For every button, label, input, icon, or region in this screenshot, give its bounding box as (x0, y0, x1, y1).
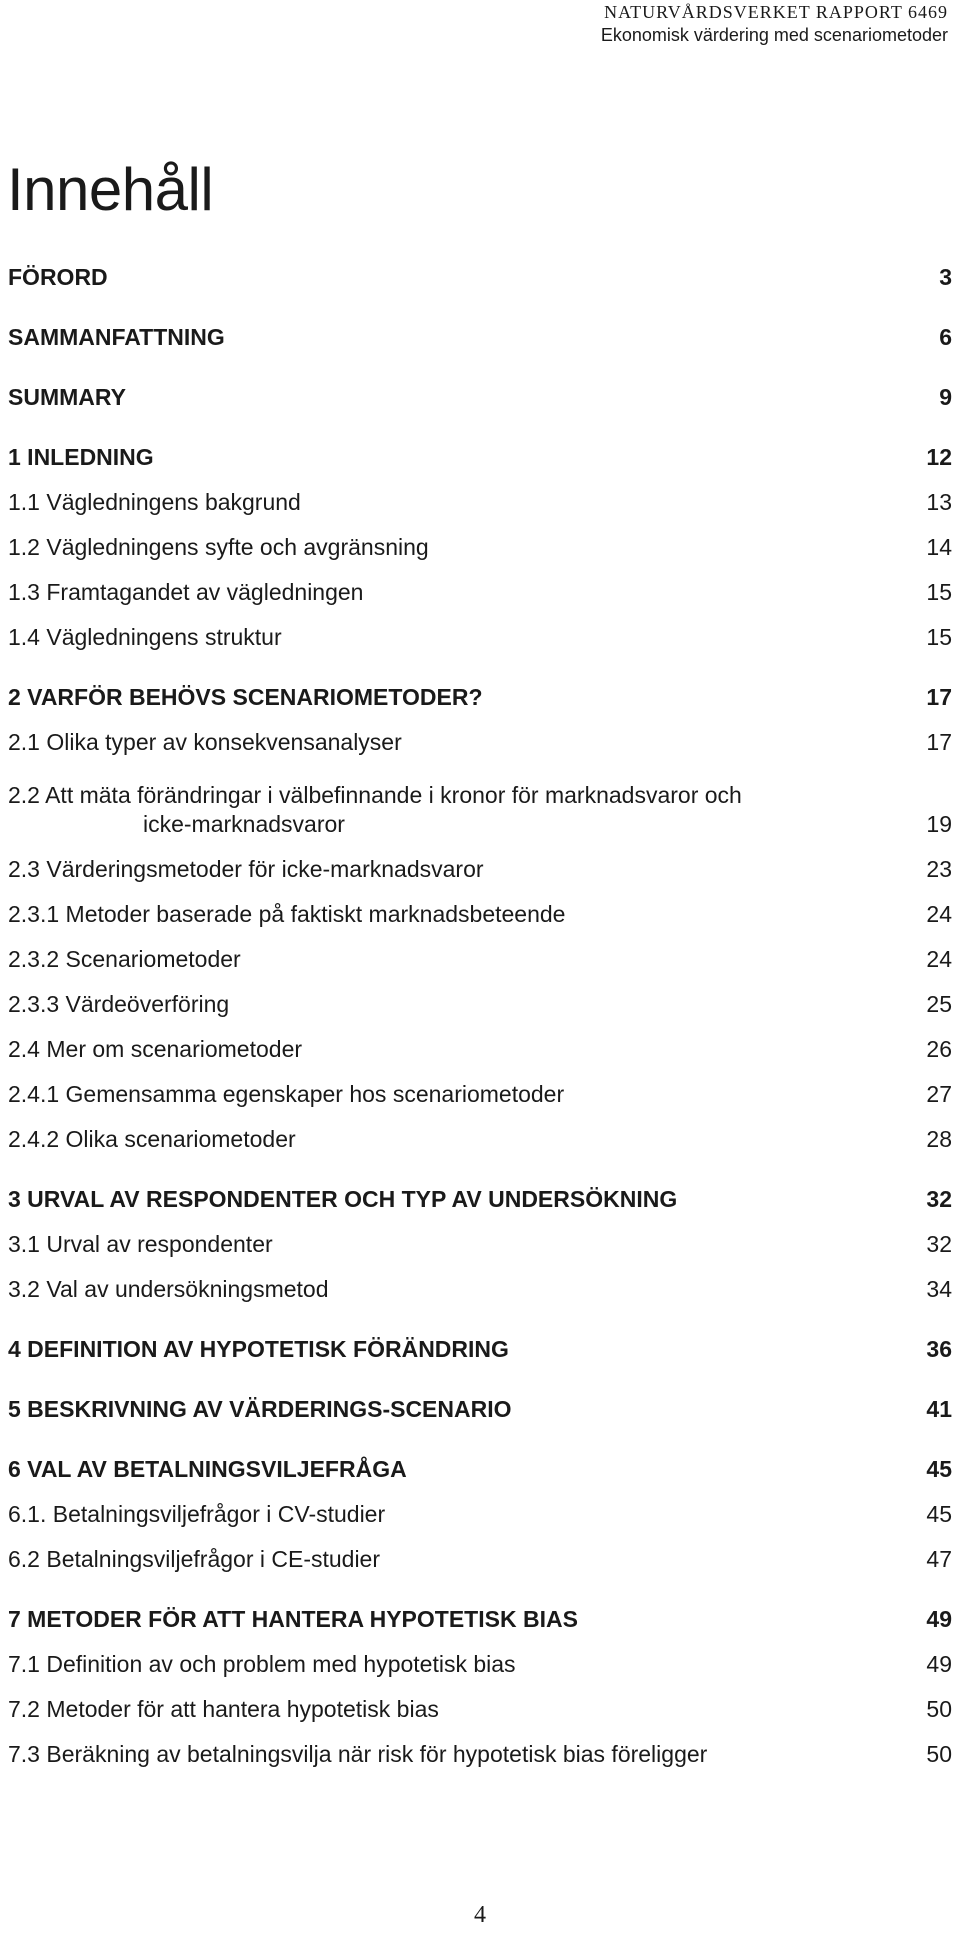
toc-entry-title (8, 323, 912, 352)
toc-entry-title (8, 1230, 912, 1259)
toc-chapter (8, 316, 952, 355)
toc-entry-page: 3 (939, 264, 952, 290)
toc-entry-title (8, 1740, 912, 1769)
toc-chapter-heading[interactable] (8, 1388, 952, 1427)
toc-entry-title-text: 1 INLEDNING (8, 444, 154, 470)
toc-entry[interactable] (8, 1727, 952, 1772)
toc-entry-title-text: 4 DEFINITION AV HYPOTETISK FÖRÄNDRING (8, 1336, 509, 1362)
toc-chapter-heading[interactable] (8, 256, 952, 295)
toc-entry-page: 25 (926, 991, 952, 1017)
toc-entry-title-text: 7.1 Definition av och problem med hypotetisk bias (8, 1651, 516, 1677)
toc-chapter-heading[interactable] (8, 316, 952, 355)
page-title: Innehåll (7, 156, 214, 223)
toc-entry[interactable] (8, 1112, 952, 1157)
toc-chapter-heading[interactable] (8, 1448, 952, 1487)
toc-entry-page: 24 (926, 901, 952, 927)
toc-entry-title-text: 6.1. Betalningsviljefrågor i CV-studier (8, 1501, 386, 1527)
toc-entry-title-text: 2.1 Olika typer av konsekvensanalyser (8, 729, 402, 755)
toc-entry-title-text: 7 METODER FÖR ATT HANTERA HYPOTETISK BIAS (8, 1606, 578, 1632)
toc-entry-title-continuation: icke-marknadsvaror (143, 811, 345, 837)
toc-chapter (8, 1388, 952, 1427)
toc-entry-page: 6 (939, 324, 952, 350)
toc-entry-title (8, 623, 912, 652)
toc-entry-page: 49 (926, 1651, 952, 1677)
toc-chapter (8, 1178, 952, 1307)
toc-entry-title-text: 7.3 Beräkning av betalningsvilja när risk för hypotetisk bias föreligger (8, 1741, 708, 1767)
page-number: 4 (474, 1902, 486, 1928)
toc-chapter-heading[interactable] (8, 1598, 952, 1637)
toc-entry-title-text: 1.2 Vägledningens syfte och avgränsning (8, 534, 429, 560)
toc-entry[interactable] (8, 1067, 952, 1112)
toc-entry-page: 34 (926, 1276, 952, 1302)
toc-entry-title (8, 1605, 912, 1634)
toc-entry-title (8, 728, 912, 757)
toc-entry-page: 45 (926, 1456, 952, 1482)
toc-entry[interactable] (8, 760, 952, 842)
toc-entry-title (8, 1035, 912, 1064)
running-header (601, 0, 948, 46)
toc-entry-title (8, 781, 912, 839)
toc-chapter-heading[interactable] (8, 436, 952, 475)
toc-entry-title (8, 443, 912, 472)
toc-entry-title (8, 1335, 912, 1364)
toc-entry-page: 32 (926, 1231, 952, 1257)
toc-entry[interactable] (8, 977, 952, 1022)
toc-entry-title-text: 2 VARFÖR BEHÖVS SCENARIOMETODER? (8, 684, 483, 710)
toc-chapter (8, 1598, 952, 1772)
toc-entry-title (8, 383, 912, 412)
toc-entry-page: 19 (926, 811, 952, 837)
toc-entry-title-text: 6.2 Betalningsviljefrågor i CE-studier (8, 1546, 381, 1572)
toc-entry-title-text: 7.2 Metoder för att hantera hypotetisk bias (8, 1696, 439, 1722)
toc-entry-title-text: 5 BESKRIVNING AV VÄRDERINGS-SCENARIO (8, 1396, 512, 1422)
toc-entry-page: 27 (926, 1081, 952, 1107)
toc-entry[interactable] (8, 520, 952, 565)
report-name: NATURVÅRDSVERKET RAPPORT 6469 (604, 2, 948, 22)
toc-entry[interactable] (8, 1682, 952, 1727)
toc-entry-title-text: 1.3 Framtagandet av vägledningen (8, 579, 364, 605)
toc-entry-page: 28 (926, 1126, 952, 1152)
toc-entry[interactable] (8, 715, 952, 760)
toc-chapter-heading[interactable] (8, 1178, 952, 1217)
toc-entry[interactable] (8, 610, 952, 655)
table-of-contents (8, 256, 952, 1793)
toc-chapter (8, 676, 952, 1157)
toc-entry-title (8, 263, 912, 292)
toc-entry-page: 17 (926, 684, 952, 710)
toc-entry-page: 15 (926, 624, 952, 650)
toc-entry[interactable] (8, 1532, 952, 1577)
toc-entry-page: 45 (926, 1501, 952, 1527)
toc-entry-title (8, 1545, 912, 1574)
toc-entry-page: 49 (926, 1606, 952, 1632)
toc-entry[interactable] (8, 475, 952, 520)
toc-entry-page: 26 (926, 1036, 952, 1062)
toc-entry-page: 24 (926, 946, 952, 972)
toc-entry-page: 12 (926, 444, 952, 470)
toc-entry-title-text: 1.1 Vägledningens bakgrund (8, 489, 301, 515)
toc-entry-title (8, 1500, 912, 1529)
toc-chapter (8, 1448, 952, 1577)
toc-entry[interactable] (8, 887, 952, 932)
toc-entry-title (8, 900, 912, 929)
toc-entry-title (8, 990, 912, 1019)
toc-entry-title (8, 1185, 912, 1214)
toc-entry[interactable] (8, 1487, 952, 1532)
toc-entry-title-text: SAMMANFATTNING (8, 324, 225, 350)
toc-entry-title (8, 1455, 912, 1484)
toc-chapter (8, 256, 952, 295)
toc-entry-title-text: 2.3.1 Metoder baserade på faktiskt marknadsbeteende (8, 901, 566, 927)
toc-entry-title-text: 2.3.3 Värdeöverföring (8, 991, 230, 1017)
toc-chapter-heading[interactable] (8, 1328, 952, 1367)
toc-chapter-heading[interactable] (8, 376, 952, 415)
toc-entry-title (8, 1275, 912, 1304)
toc-chapter (8, 436, 952, 655)
toc-entry-title (8, 1080, 912, 1109)
toc-entry-title-text: FÖRORD (8, 264, 108, 290)
toc-chapter-heading[interactable] (8, 676, 952, 715)
toc-entry[interactable] (8, 1022, 952, 1067)
toc-entry[interactable] (8, 932, 952, 977)
toc-entry-page: 9 (939, 384, 952, 410)
toc-chapter (8, 376, 952, 415)
toc-entry-title-text: 2.4.2 Olika scenariometoder (8, 1126, 296, 1152)
toc-entry-title-text: 2.4 Mer om scenariometoder (8, 1036, 303, 1062)
toc-entry-page: 32 (926, 1186, 952, 1212)
toc-entry-title-text: 6 VAL AV BETALNINGSVILJEFRÅGA (8, 1456, 407, 1482)
report-title: Ekonomisk värdering med scenariometoder (600, 24, 948, 45)
toc-chapter (8, 1328, 952, 1367)
toc-entry-title (8, 1695, 912, 1724)
toc-entry[interactable] (8, 842, 952, 887)
toc-entry-page: 36 (926, 1336, 952, 1362)
toc-entry-title-text: 2.3 Värderingsmetoder för icke-marknadsvaror (8, 856, 484, 882)
toc-entry-page: 15 (926, 579, 952, 605)
toc-entry-title-text: 3.1 Urval av respondenter (8, 1231, 273, 1257)
toc-entry-title (8, 1125, 912, 1154)
toc-entry-title-text: 3.2 Val av undersökningsmetod (8, 1276, 329, 1302)
toc-entry-title (8, 1650, 912, 1679)
toc-entry-page: 23 (926, 856, 952, 882)
toc-entry[interactable] (8, 1637, 952, 1682)
toc-entry-page: 47 (926, 1546, 952, 1572)
toc-entry-title (8, 945, 912, 974)
toc-entry-title-text: 2.2 Att mäta förändringar i välbefinnande i kronor för marknadsvaror och (8, 782, 742, 808)
toc-entry-title (8, 533, 912, 562)
toc-entry-page: 14 (926, 534, 952, 560)
toc-entry[interactable] (8, 1217, 952, 1262)
toc-entry-page: 50 (926, 1741, 952, 1767)
toc-entry-title-text: 1.4 Vägledningens struktur (8, 624, 282, 650)
toc-entry-title-text: 2.4.1 Gemensamma egenskaper hos scenariometoder (8, 1081, 565, 1107)
toc-entry-title-text: SUMMARY (8, 384, 126, 410)
toc-entry-title (8, 1395, 912, 1424)
toc-entry-page: 13 (926, 489, 952, 515)
toc-entry-title (8, 488, 912, 517)
toc-entry-title-text: 2.3.2 Scenariometoder (8, 946, 241, 972)
toc-entry[interactable] (8, 565, 952, 610)
toc-entry-page: 17 (926, 729, 952, 755)
toc-entry-page: 41 (926, 1396, 952, 1422)
toc-entry-title (8, 683, 912, 712)
toc-entry-title (8, 578, 912, 607)
toc-entry-title-text: 3 URVAL AV RESPONDENTER OCH TYP AV UNDERSÖKNING (8, 1186, 678, 1212)
toc-entry-page: 50 (926, 1696, 952, 1722)
toc-entry-title (8, 855, 912, 884)
toc-entry[interactable] (8, 1262, 952, 1307)
